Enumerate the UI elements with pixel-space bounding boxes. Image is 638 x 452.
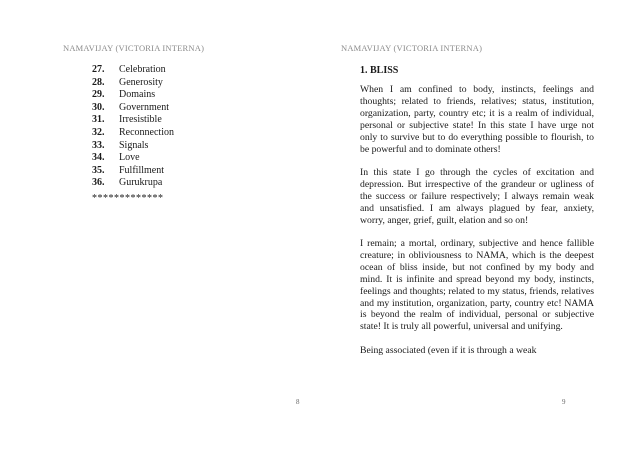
toc-item-number: 33. — [92, 139, 105, 151]
toc-item — [92, 102, 174, 115]
toc-item-number: 27. — [92, 64, 105, 75]
toc-item-number: 34. — [92, 152, 105, 164]
chapter-body — [360, 64, 594, 368]
toc-item-title: Domains — [119, 89, 156, 101]
toc-item-title: Love — [119, 152, 140, 164]
left-running-header: NAMAVIJAY (VICTORIA INTERNA) — [63, 43, 205, 53]
toc-item-number: 28. — [92, 76, 105, 88]
toc-item-number: 29. — [92, 89, 105, 101]
toc-item — [92, 77, 174, 90]
toc-item-title: Generosity — [119, 76, 163, 88]
toc-item — [92, 140, 174, 153]
toc-item — [92, 127, 174, 140]
toc-item-number: 35. — [92, 164, 105, 176]
body-paragraph: In this state I go through the cycles of excitation and depression. But irrespective of the grandeur or ugliness of the success or failure respectively; I always remain weak and unsatisfied. I am always plagued by fear, anxiety, worry, anger, grief, guilt, elation and so on! — [360, 166, 594, 226]
body-paragraph: When I am confined to body, instincts, feelings and thoughts; related to friends, relatives; status, institution, organization, party, country etc; it is a realm of individual, personal or subjective state! In this state I have urge not only to survive but to do everything possible to flourish, to be powerful and to dominate others! — [360, 84, 594, 155]
toc-item-title: Irresistible — [119, 114, 162, 126]
toc-item-title: Celebration — [119, 64, 166, 75]
toc-item-title: Gurukrupa — [119, 177, 163, 189]
table-of-contents — [92, 64, 174, 190]
toc-item-title: Government — [119, 101, 169, 113]
left-page-number: 8 — [296, 398, 300, 406]
toc-item — [92, 114, 174, 127]
toc-item-number: 32. — [92, 126, 105, 138]
right-page-number: 9 — [562, 398, 566, 406]
toc-item-title: Reconnection — [119, 126, 174, 138]
toc-item — [92, 89, 174, 102]
toc-item-title: Signals — [119, 139, 149, 151]
toc-item — [92, 152, 174, 165]
toc-item-number: 30. — [92, 101, 105, 113]
chapter-title: 1. BLISS — [360, 65, 399, 76]
toc-item-number: 31. — [92, 114, 105, 126]
toc-item — [92, 165, 174, 178]
body-paragraph: I remain; a mortal, ordinary, subjective and hence fallible creature; in obliviousness to NAMA, which is the deepest ocean of bliss inside, but not confined by my body and mind. It is infinite and spread beyond my body, instincts, feelings and thoughts; related to my status, friends, relatives and my institution, organization, party, country etc! NAMA is beyond the realm of individual, personal or subjective state! It is truly all powerful, universal and unifying. — [360, 237, 594, 333]
toc-item-number: 36. — [92, 177, 105, 189]
toc-item — [92, 64, 174, 77]
body-paragraph: Being associated (even if it is through a weak — [360, 344, 537, 356]
toc-item-title: Fulfillment — [119, 164, 164, 176]
section-separator: ************* — [92, 193, 164, 204]
right-running-header: NAMAVIJAY (VICTORIA INTERNA) — [341, 43, 483, 53]
toc-item — [92, 177, 174, 190]
right-page — [319, 0, 638, 452]
